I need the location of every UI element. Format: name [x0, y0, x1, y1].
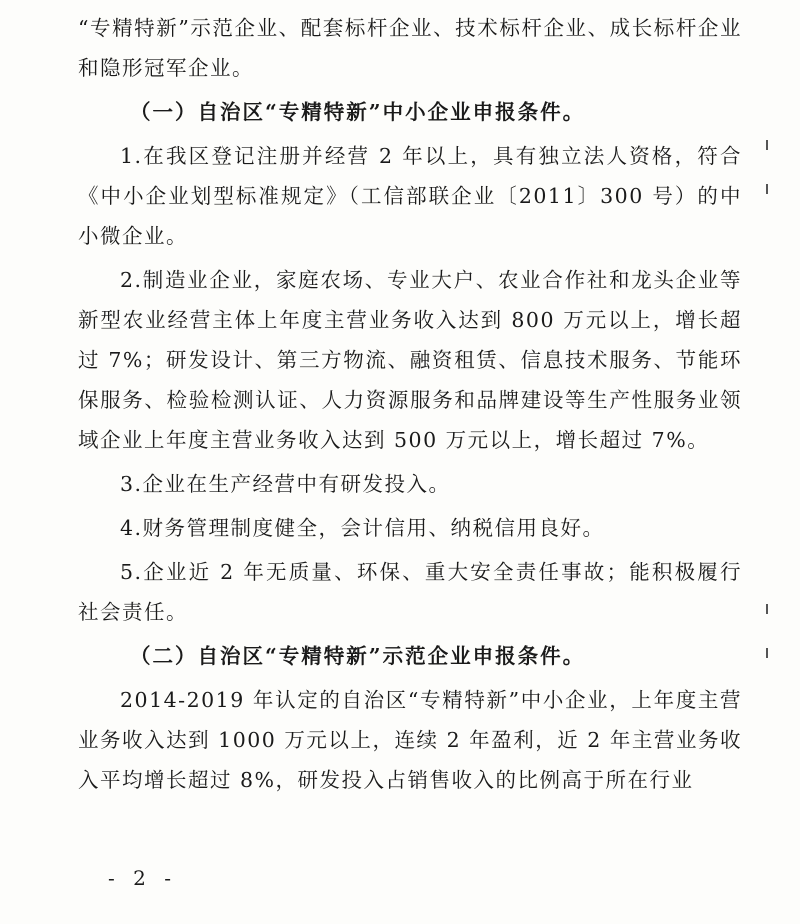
page-number: - 2 -: [108, 866, 177, 890]
section-heading-1: （一）自治区“专精特新”中小企业申报条件。: [130, 100, 586, 124]
paragraph-item-2: 2.制造业企业，家庭农场、专业大户、农业合作社和龙头企业等新型农业经营主体上年度主营业务收入达到 800 万元以上，增长超过 7%；研发设计、第三方物流、融资租赁、信息技术服务、节能环保服务、检验检测认证、人力资源服务和品牌建设等生产性服务业领域企业上年度主营业务收入达到 500 万元以上，增长超过 7%。: [78, 268, 742, 452]
scan-mark: [766, 604, 768, 614]
paragraph-item-4: 4.财务管理制度健全，会计信用、纳税信用良好。: [120, 516, 605, 540]
scan-mark: [766, 648, 768, 658]
scan-mark: [766, 184, 768, 194]
scan-mark: [766, 140, 768, 150]
section-heading-2: （二）自治区“专精特新”示范企业申报条件。: [130, 644, 586, 668]
body-text: [78, 8, 742, 804]
paragraph-item-5: 5.企业近 2 年无质量、环保、重大安全责任事故；能积极履行社会责任。: [78, 560, 742, 624]
paragraph-item-1: 1.在我区登记注册并经营 2 年以上，具有独立法人资格，符合《中小企业划型标准规定》（工信部联企业〔2011〕300 号）的中小微企业。: [78, 144, 742, 248]
paragraph-item-3: 3.企业在生产经营中有研发投入。: [120, 472, 451, 496]
paragraph-demo-conditions: 2014-2019 年认定的自治区“专精特新”中小企业，上年度主营业务收入达到 1000 万元以上，连续 2 年盈利，近 2 年主营业务收入平均增长超过 8%，研发投入占销售收入的比例高于所在行业: [78, 688, 742, 792]
paragraph-continuation: “专精特新”示范企业、配套标杆企业、技术标杆企业、成长标杆企业和隐形冠军企业。: [78, 16, 742, 80]
